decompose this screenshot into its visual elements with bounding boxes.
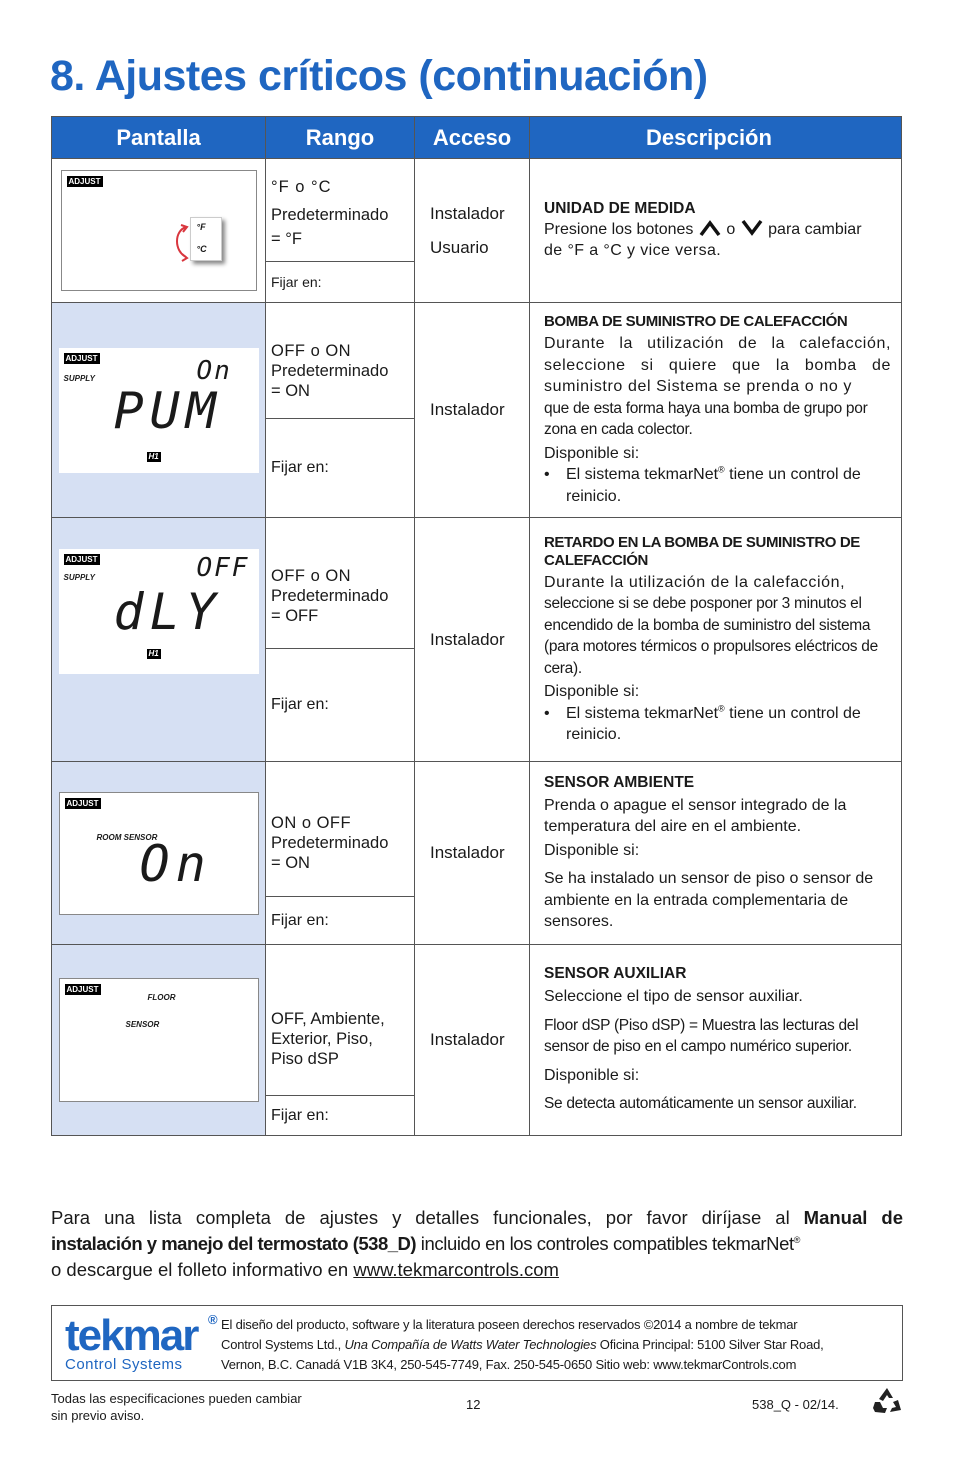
lcd-small-value: OFF [196,553,250,583]
registered-mark: ® [718,703,725,714]
bullet-text: El sistema tekmarNet [566,704,719,722]
tekmar-logo [65,1311,218,1373]
copyright-line: El diseño del producto, software y la literatura poseen derechos reservados ©2014 a nombre de tekmar [221,1317,798,1332]
access-line: Instalador [430,1030,505,1049]
copyright-company: Una Compañía de Watts Water Technologies [344,1337,597,1352]
lcd-cell [52,762,266,945]
reference-line [51,1205,903,1231]
access-cell [415,159,530,303]
description-text: Floor dSP (Piso dSP) = Muestra las lecturas del sensor de piso en el campo numérico superior. [544,1016,859,1056]
header-rango: Rango [266,117,415,159]
header-descripcion: Descripción [530,117,902,159]
bullet-text: El sistema tekmarNet [566,466,719,483]
range-line: = ON [271,854,310,872]
access-cell [415,945,530,1136]
range-cell [266,303,415,419]
availability-item: • El sistema tekmarNet® tiene un control de reinicio. [544,464,861,505]
spec-notice-line: Todas las especificaciones pueden cambiar [51,1391,302,1406]
range-line: OFF o ON [271,341,352,360]
description-title: SENSOR AMBIENTE [544,773,695,791]
fijar-cell: Fijar en: [266,649,415,762]
description-text: seleccione si se debe posponer por 3 minutos el encendido de la bomba de suministro del sistema (para motores térmicos o propulsores eléctricos de cera). [544,595,878,677]
fijar-cell: Fijar en: [266,897,415,945]
adjust-badge: ADJUST [68,177,101,186]
description-text-post: para cambiar [768,220,862,238]
table-header-row [52,117,902,159]
copyright-box [51,1305,903,1381]
description-text: que de esta forma haya una bomba de grupo por zona en cada colector. [544,399,868,438]
lcd-main-value: PUM [113,381,222,440]
fijar-cell: Fijar en: [266,419,415,518]
reference-paragraph [51,1205,903,1283]
description-text [544,218,891,241]
logo-registered-mark: ® [208,1312,218,1327]
range-cell [266,518,415,649]
availability-item: • El sistema tekmarNet® tiene un control de reinicio. [544,703,861,743]
reference-line [51,1257,903,1283]
range-line: Predeterminado [271,587,389,605]
spec-notice [51,1390,302,1424]
recycle-icon [871,1386,903,1416]
lcd-main-value: On [139,834,212,893]
page-title: 8. Ajustes críticos (continuación) [50,52,708,100]
description-title: BOMBA DE SUMINISTRO DE CALEFACCIÓN [544,313,848,330]
reference-text: Para una lista completa de ajustes y detalles funcionales, por favor diríjase al [51,1207,804,1228]
range-line: OFF o ON [271,567,352,585]
table-row [52,159,902,262]
description-cell [530,762,902,945]
deg-f-label: °F [196,222,206,232]
access-cell [415,762,530,945]
description-text-pre: Presione los botones [544,220,694,238]
range-line: OFF, Ambiente, [271,1010,385,1028]
website-link[interactable]: www.tekmarcontrols.com [353,1259,559,1280]
copyright-text-part: Control Systems Ltd., [221,1337,345,1352]
description-text: Prenda o apague el sensor integrado de la temperatura del aire en el ambiente. [544,796,847,835]
logo-subtitle: Control Systems [65,1356,183,1373]
fijar-cell: Fijar en: [266,1096,415,1136]
access-line: Instalador [430,843,505,862]
description-title: RETARDO EN LA BOMBA DE SUMINISTRO DE CALEFACCIÓN [544,533,860,569]
supply-label: SUPPLY [63,573,95,582]
document-code: 538_Q - 02/14. [752,1397,839,1412]
description-title: UNIDAD DE MEDIDA [544,199,696,217]
lcd-cell [52,518,266,762]
availability-label: Disponible si: [544,683,640,700]
range-line: Predeterminado [271,361,389,380]
lcd-cell [52,303,266,518]
description-cell [530,303,902,518]
range-cell [266,945,415,1096]
copyright-text-part: Oficina Principal: 5100 Silver Star Road, [596,1337,824,1352]
lcd-screen [59,978,259,1102]
range-cell [266,762,415,897]
access-line: Instalador [430,629,505,649]
range-line: = OFF [271,607,319,625]
up-button-icon [698,218,722,238]
description-cell [530,159,902,303]
table-row [52,518,902,649]
description-cell [530,945,902,1136]
adjust-badge: ADJUST [65,555,98,564]
reference-line [51,1231,903,1257]
access-line: Instalador [430,400,505,419]
manual-title-part: instalación y manejo del termostato (538_D) [51,1233,417,1254]
lcd-cell [52,945,266,1136]
supply-label: SUPPLY [63,373,95,383]
h1-badge: H1 [148,451,159,461]
range-cell [266,159,415,262]
availability-item: Se ha instalado un sensor de piso o sensor de ambiente en la entrada complementaria de sensores. [544,870,874,930]
settings-table [51,116,902,1136]
description-cell [530,518,902,762]
lcd-screen [59,792,259,915]
adjust-badge: ADJUST [65,353,98,363]
lcd-small-value: On [196,355,232,386]
reference-text: incluido en los controles compatibles tekmarNet [416,1233,794,1254]
access-line: Instalador [430,203,505,223]
h1-badge: H1 [148,649,159,658]
description-text-or: o [726,220,736,238]
unit-key [190,217,222,261]
access-cell [415,518,530,762]
description-title: SENSOR AUXILIAR [544,965,687,983]
range-line: ON o OFF [271,814,352,832]
access-line: Usuario [430,237,489,257]
range-line: = ON [271,381,310,400]
fijar-cell: Fijar en: [266,262,415,303]
range-line: = °F [271,230,302,248]
table-row [52,762,902,897]
room-sensor-label: ROOM SENSOR [96,832,158,842]
copyright-text [221,1315,893,1375]
manual-title-part: Manual de [803,1207,903,1228]
copyright-line [221,1335,893,1355]
description-text: Durante la utilización de la calefacción, seleccione si quiere que la bomba de suministro del Sistema se prenda o no y [544,335,891,395]
lcd-screen [59,348,259,473]
lcd-screen [61,170,257,291]
description-text: Seleccione el tipo de sensor auxiliar. [544,988,803,1006]
adjust-badge: ADJUST [66,798,99,808]
down-button-icon [740,218,764,238]
bullet-text: tiene un control de reinicio. [566,704,861,743]
range-line: Exterior, Piso, [271,1030,373,1048]
availability-label: Disponible si: [544,444,640,462]
range-line: °F o °C [271,178,332,196]
range-line: Predeterminado [271,206,389,224]
lcd-main-value: dLY [113,583,222,641]
page-number: 12 [466,1397,481,1412]
range-line: Predeterminado [271,834,389,852]
table-row [52,945,902,1096]
availability-label: Disponible si: [544,1066,640,1084]
range-line: Piso dSP [271,1050,339,1068]
registered-mark: ® [718,464,725,475]
logo-wordmark: tekmar [65,1311,198,1360]
availability-item: Se detecta automáticamente un sensor auxiliar. [544,1095,857,1113]
lcd-cell [52,159,266,303]
deg-c-label: °C [196,244,207,254]
access-cell [415,303,530,518]
table-row [52,303,902,419]
availability-label: Disponible si: [544,841,640,859]
floor-label: FLOOR [147,993,176,1002]
copyright-line: Vernon, B.C. Canadá V1B 3K4, 250-545-7749, Fax. 250-545-0650 Sitio web: www.tekmarControls.com [221,1357,797,1372]
header-pantalla: Pantalla [52,117,266,159]
spec-notice-line: sin previo aviso. [51,1408,145,1423]
adjust-badge: ADJUST [66,985,99,994]
registered-mark: ® [793,1234,801,1245]
bullet-text: tiene un control de reinicio. [566,466,861,505]
sensor-label: SENSOR [125,1020,160,1029]
lcd-screen [59,549,259,674]
description-text: de °F a °C y vice versa. [544,242,722,259]
header-acceso: Acceso [415,117,530,159]
reference-text: o descargue el folleto informativo en [51,1259,354,1280]
description-text: Durante la utilización de la calefacción, [544,573,846,591]
